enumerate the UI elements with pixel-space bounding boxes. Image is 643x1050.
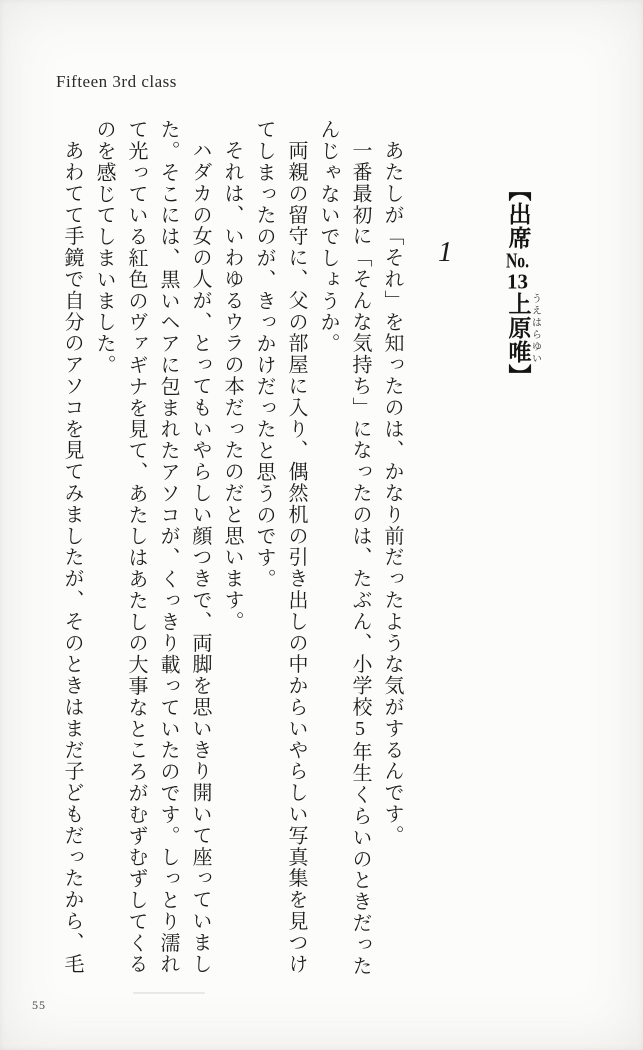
body-text bbox=[56, 119, 408, 981]
paragraph: 一番最初に「そんな気持ち」になったのは、たぶん、小学校5年生くらいのときだったんじゃないでしょうか。 bbox=[317, 119, 371, 977]
paragraph: あたしが「それ」を知ったのは、かなり前だったような気がするんです。 bbox=[381, 140, 403, 847]
running-header: Fifteen 3rd class bbox=[56, 72, 177, 91]
paragraph: ハダカの女の人が、とってもいやらしい顔つきで、両脚を思いきり開いて座っていました。そこには、黒いヘアに包まれたアソコが、くっきり載っていたのです。しっとり濡れて光っている紅色のヴァギナを見て、あたしはあたしの大事なところがむずむずしてくるのを感じてしまいました。 bbox=[93, 119, 211, 975]
paragraph: あわてて手鏡で自分のアソコを見てみましたが、そのときはまだ子どもだったから、毛 bbox=[61, 140, 83, 975]
section-title bbox=[498, 178, 541, 388]
title-no-label: No. bbox=[505, 250, 530, 271]
chapter-number: 1 bbox=[438, 236, 453, 268]
title-no-value: 13 bbox=[507, 271, 528, 292]
title-name-surname: 上原 うえはら bbox=[505, 292, 541, 340]
scan-smudge bbox=[133, 992, 205, 994]
title-open-bracket: 【 bbox=[505, 178, 531, 202]
title-close-bracket: 】 bbox=[505, 364, 531, 388]
page-number: 55 bbox=[32, 998, 46, 1012]
paragraph: それは、いわゆるウラの本だったのだと思います。 bbox=[221, 140, 243, 633]
title-name-given: 唯 ゆい bbox=[505, 340, 541, 364]
paragraph: 両親の留守に、父の部屋に入り、偶然机の引き出しの中からいやらしい写真集を見つけてしまったのが、きっかけだったと思うのです。 bbox=[253, 119, 307, 975]
title-attendance-label: 出席 bbox=[505, 202, 531, 250]
